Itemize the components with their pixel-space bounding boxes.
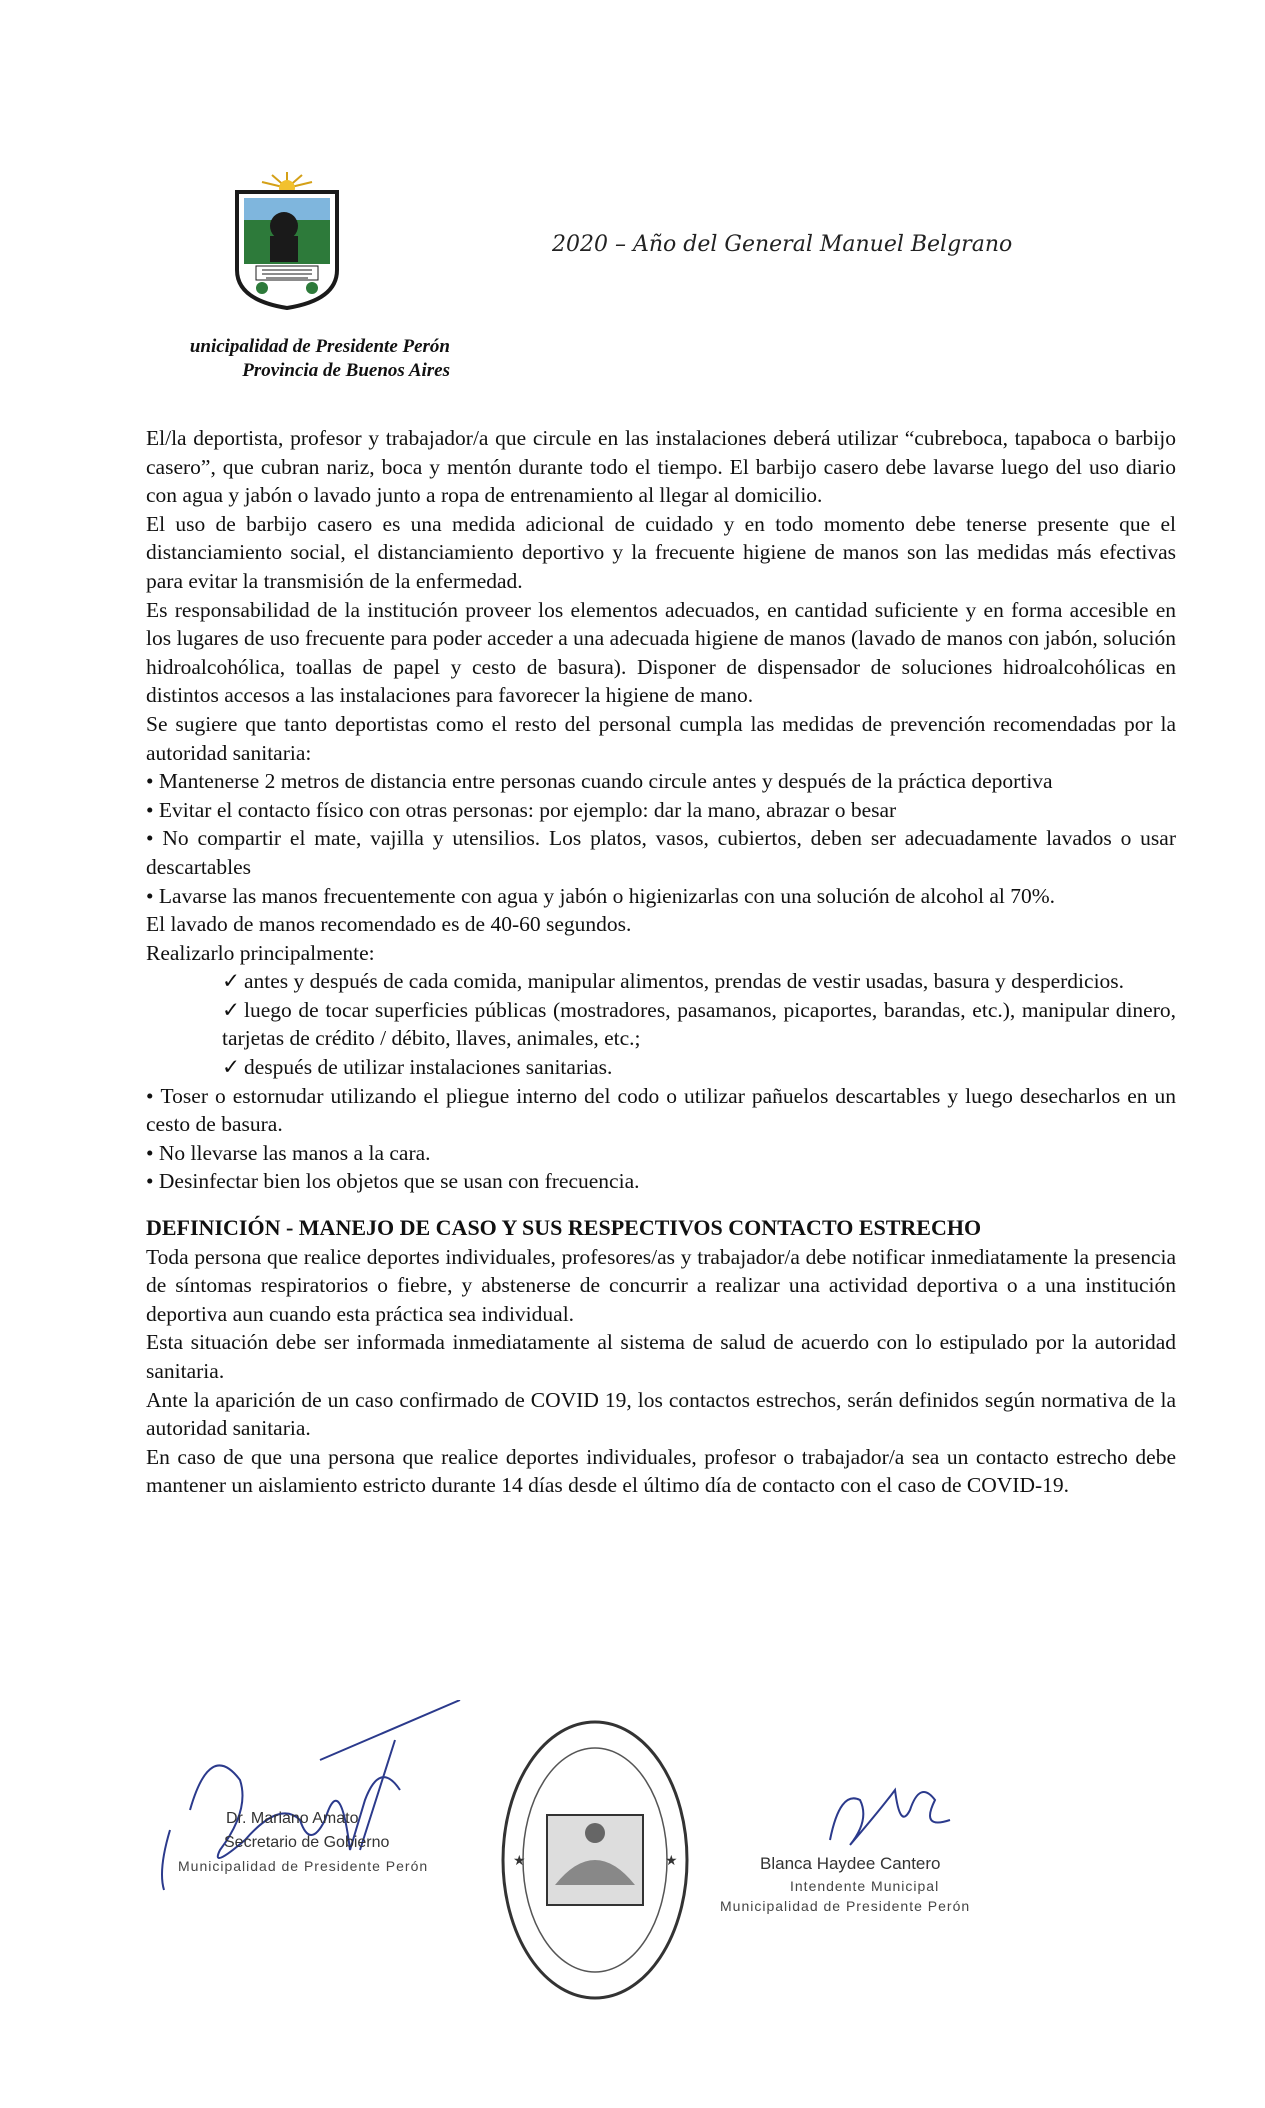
checklist-item [146, 996, 1176, 1053]
paragraph: Es responsabilidad de la institución proveer los elementos adecuados, en cantidad suficiente y en forma accesible en los lugares de uso frecuente para poder acceder a una adecuada higiene de manos (lavado de manos con jabón, solución hidroalcohólica, toallas de papel y cesto de basura). Disponer de dispensador de soluciones hidroalcohólicas en distintos accesos a las instalaciones para favorecer la higiene de mano. [146, 597, 1176, 708]
svg-text:★: ★ [513, 1853, 526, 1869]
bullet-item: • No llevarse las manos a la cara. [146, 1139, 1176, 1168]
signature-mayor [720, 1770, 1040, 1914]
bullet-item: • Evitar el contacto físico con otras personas: por ejemplo: dar la mano, abrazar o besar [146, 796, 1176, 825]
svg-text:★: ★ [665, 1853, 678, 1869]
official-seal-icon [495, 1715, 695, 2005]
bullet-item: • No compartir el mate, vajilla y utensilios. Los platos, vasos, cubiertos, deben ser adecuadamente lavados o usar descartables [146, 824, 1176, 881]
municipal-crest-icon [232, 170, 342, 310]
checklist-text: después de utilizar instalaciones sanitarias. [244, 1055, 613, 1080]
checklist-item [146, 1053, 1176, 1082]
signature-secretary [150, 1700, 480, 1930]
bullet-item: • Lavarse las manos frecuentemente con agua y jabón o higienizarlas con una solución de alcohol al 70%. [146, 882, 1176, 911]
check-icon: ✓ [222, 969, 241, 994]
signer-entity: Municipalidad de Presidente Perón [720, 1898, 971, 1914]
checklist-text: antes y después de cada comida, manipular alimentos, prendas de vestir usadas, basura y desperdicios. [244, 969, 1125, 994]
bullet-item: • Desinfectar bien los objetos que se usan con frecuencia. [146, 1167, 1176, 1196]
paragraph: Ante la aparición de un caso confirmado de COVID 19, los contactos estrechos, serán definidos según normativa de la autoridad sanitaria. [146, 1387, 1176, 1441]
issuer-block [150, 335, 450, 383]
document-body [146, 424, 1176, 1500]
paragraph: Esta situación debe ser informada inmediatamente al sistema de salud de acuerdo con lo estipulado por la autoridad sanitaria. [146, 1330, 1176, 1383]
paragraph: En caso de que una persona que realice deportes individuales, profesor o trabajador/a sea un contacto estrecho debe mantener un aislamiento estricto durante 14 días desde el último día de contacto con el caso de COVID-19. [146, 1444, 1176, 1498]
bullet-item: • Toser o estornudar utilizando el pliegue interno del codo o utilizar pañuelos descartables y luego desecharlos en un cesto de basura. [146, 1082, 1176, 1139]
handwritten-signature-icon [720, 1770, 1040, 1860]
paragraph: El uso de barbijo casero es una medida adicional de cuidado y en todo momento debe tenerse presente que el distanciamiento social, el distanciamiento deportivo y la frecuente higiene de manos son las medidas más efectivas para evitar la transmisión de la enfermedad. [146, 511, 1176, 593]
issuer-province: Provincia de Buenos Aires [242, 360, 450, 381]
signer-role: Intendente Municipal [790, 1878, 940, 1894]
section-heading: DEFINICIÓN - MANEJO DE CASO Y SUS RESPECTIVOS CONTACTO ESTRECHO [146, 1215, 982, 1241]
paragraph: Realizarlo principalmente: [146, 940, 375, 965]
signer-entity: Municipalidad de Presidente Perón [178, 1858, 429, 1874]
year-motto: 2020 – Año del General Manuel Belgrano [552, 232, 1013, 257]
paragraph: Se sugiere que tanto deportistas como el resto del personal cumpla las medidas de prevención recomendadas por la autoridad sanitaria: [146, 711, 1176, 765]
paragraph: El/la deportista, profesor y trabajador/a que circule en las instalaciones deberá utilizar “cubreboca, tapaboca o barbijo casero”, que cubran nariz, boca y mentón durante todo el tiempo. El barbijo casero debe lavarse luego del uso diario con agua y jabón o lavado junto a ropa de entrenamiento al llegar al domicilio. [146, 426, 1176, 508]
paragraph: El lavado de manos recomendado es de 40-60 segundos. [146, 912, 632, 937]
check-icon: ✓ [222, 997, 241, 1022]
paragraph: Toda persona que realice deportes individuales, profesores/as y trabajador/a debe notificar inmediatamente la presencia de síntomas respiratorios o fiebre, y abstenerse de concurrir a realizar una actividad deportiva o a una institución deportiva aun cuando esta práctica sea individual. [146, 1244, 1176, 1326]
check-icon: ✓ [222, 1055, 241, 1080]
bullet-item: • Mantenerse 2 metros de distancia entre personas cuando circule antes y después de la práctica deportiva [146, 767, 1176, 796]
signer-name: Dr. Mariano Amato [226, 1810, 359, 1827]
checklist-text: luego de tocar superficies públicas (mostradores, pasamanos, picaportes, barandas, etc.), manipular dinero, tarjetas de crédito / débito, llaves, animales, etc.; [222, 997, 1176, 1051]
signer-name: Blanca Haydee Cantero [760, 1854, 941, 1873]
signer-role: Secretario de Gobierno [224, 1834, 390, 1851]
issuer-municipality: unicipalidad de Presidente Perón [189, 336, 450, 357]
checklist-item [146, 967, 1176, 996]
